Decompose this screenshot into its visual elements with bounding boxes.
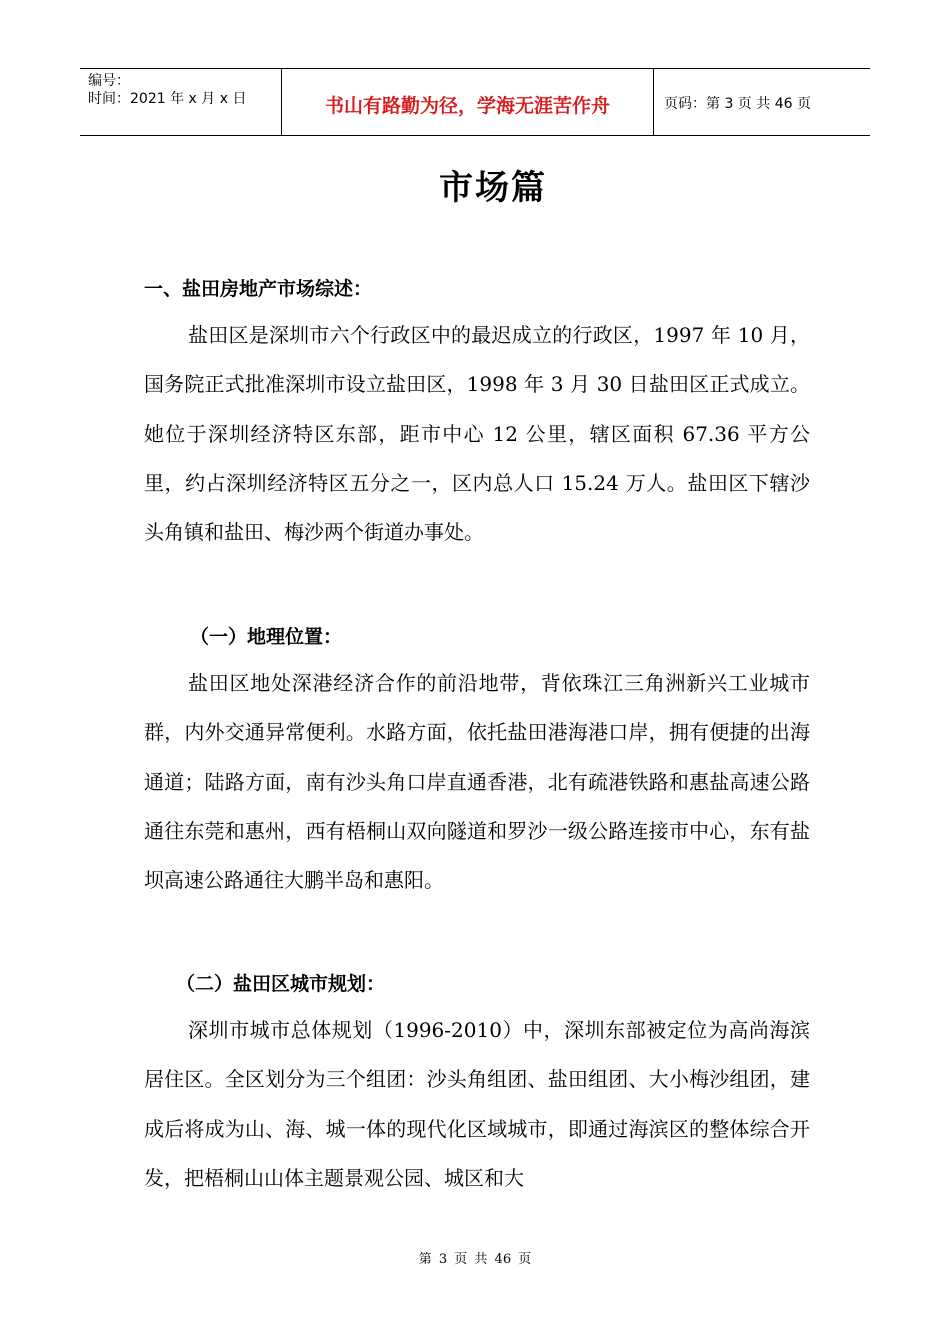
document-header [80,68,870,136]
section-heading-overview: 一、盐田房地产市场综述： [144,278,373,300]
header-page-info: 页码：第 3 页 共 46 页 [664,96,811,112]
section-heading-location: （一）地理位置： [190,626,343,648]
section-paragraph-overview: 盐田区是深圳市六个行政区中的最迟成立的行政区，1997 年 10 月，国务院正式批准深圳市设立盐田区，1998 年 3 月 30 日盐田区正式成立。她位于深圳经济特区东部，距市中心 12 公里，辖区面积 67.36 平方公里，约占深圳经济特区五分之一，区内总人口 15.24 万人。盐田区下辖沙头角镇和盐田、梅沙两个街道办事处。 [144,323,810,545]
section-heading-planning: （二）盐田区城市规划： [176,973,386,995]
header-motto: 书山有路勤为径，学海无涯苦作舟 [324,94,610,117]
header-motto-cell [282,69,654,135]
header-time-label: 时间：2021 年 x 月 x 日 [88,91,247,107]
page-footer: 第 3 页 共 46 页 [418,1252,532,1267]
section-paragraph-planning: 深圳市城市总体规划（1996-2010）中，深圳东部被定位为高尚海滨居住区。全区划分为三个组团：沙头角组团、盐田组团、大小梅沙组团，建成后将成为山、海、城一体的现代化区域城市，即通过海滨区的整体综合开发，把梧桐山山体主题景观公园、城区和大 [144,1018,810,1190]
page-title: 市场篇 [439,168,547,208]
section-paragraph-location: 盐田区地处深港经济合作的前沿地带，背依珠江三角洲新兴工业城市群，内外交通异常便利。水路方面，依托盐田港海港口岸，拥有便捷的出海通道；陆路方面，南有沙头角口岸直通香港，北有疏港铁路和惠盐高速公路通往东莞和惠州，西有梧桐山双向隧道和罗沙一级公路连接市中心，东有盐坝高速公路通往大鹏半岛和惠阳。 [144,671,810,893]
header-number-label: 编号： [88,73,130,89]
header-meta-cell [80,69,282,135]
header-page-cell [654,69,870,135]
